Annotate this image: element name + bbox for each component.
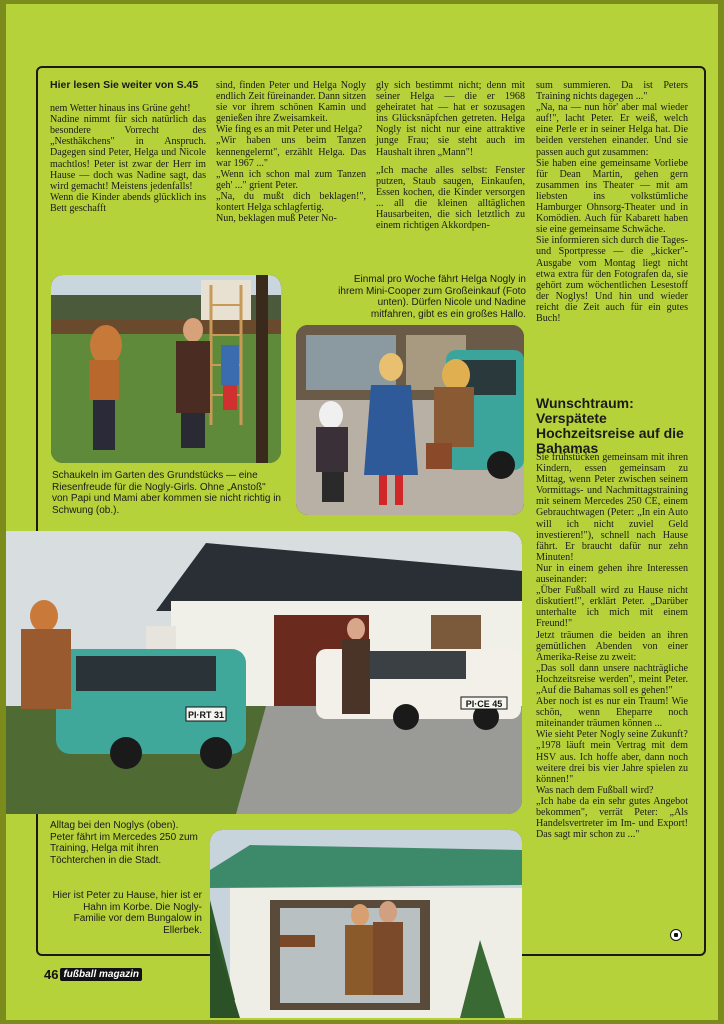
plate-mini: PI·RT 31: [187, 710, 225, 720]
continued-from-label: Hier lesen Sie weiter von S.45: [50, 79, 199, 91]
paragraph: „1978 läuft mein Vertrag mit dem HSV aus. Ich hoffe aber, dann noch weitere drei bis vier Jahre spielen zu können!": [536, 740, 688, 785]
paragraph: Sie frühstücken gemeinsam mit ihren Kindern, essen gemeinsam zu Mittag, wenn Peter zwischen seinem Vormittags- und Nachmittagstraining mit seinem Mercedes 250 CE, einem Gebrauchtwagen (Peter: „In ein Auto will ich nicht zuviel Geld investieren!"), schnell nach Hause fährt. Er braucht dafür nur zehn Minuten!: [536, 452, 688, 563]
photo-bungalow-cars: [6, 531, 522, 814]
photo-family-bungalow: [210, 830, 522, 1018]
article-column-2: [216, 80, 366, 224]
paragraph: „Wir haben uns beim Tanzen kennengelernt", erzählt Helga. Das war 1967 ...": [216, 135, 366, 169]
paragraph: „Na, na — nun hör' aber mal wieder auf!", lacht Peter. Er weiß, welch eine Perle er in seiner Helga hat. Die beiden verstehen einander. Und sie passen auch gut zusammen:: [536, 102, 688, 158]
paragraph: gly sich bestimmt nicht; denn mit seiner Helga — die er 1968 geheiratet hat — hat er sozusagen ins Glücksnäpfchen getreten. Helga Nogly ist nicht nur eine attraktive junge Frau; sie steht auch im Haushalt ihren „Mann"!: [376, 80, 525, 158]
paragraph: Sie haben eine gemeinsame Vorliebe für Dean Martin, gehen gern zusammen ins Theater — mit am liebsten ins volkstümliche Hamburger Ohnsorg-Theater und in Komödien. Auch für Kabarett haben sie eine gemeinsame Schwäche.: [536, 157, 688, 236]
paragraph: Aber noch ist es nur ein Traum! Wie schön, wenn Eheparre noch miteinander träumen können ...: [536, 696, 688, 730]
paragraph: Wie sieht Peter Nogly seine Zukunft?: [536, 729, 688, 741]
section-heading: Wunschtraum: Verspätete Hochzeitsreise auf die Bahamas: [536, 395, 684, 456]
paragraph: Wenn die Kinder abends glücklich ins Bett geschafft: [50, 191, 206, 214]
paragraph: Sie informieren sich durch die Tages- und Sportpresse — die „kicker"-Ausgabe vom Montag liegt nicht etwa extra für den Fotografen da, sie gehört zum wöchentlichen Lesestoff der Noglys! Und hin und wieder reicht die Zeit auch für ein gutes Buch!: [536, 235, 688, 324]
paragraph: „Das soll dann unsere nachträgliche Hochzeitsreise werden", meint Peter. „Auf die Bahamas soll es gehen!": [536, 662, 688, 696]
article-column-3: [376, 80, 525, 231]
paragraph: Nur in einem gehen ihre Interessen auseinander:: [536, 562, 688, 586]
paragraph: „Wenn ich schon mal zum Tanzen geh' ..." grient Peter.: [216, 168, 366, 191]
end-mark-ball-icon: [670, 929, 682, 941]
article-column-4: [536, 80, 688, 324]
paragraph: Wie fing es an mit Peter und Helga?: [216, 124, 363, 136]
plate-merc: PI·CE 45: [465, 699, 503, 709]
paragraph: sind, finden Peter und Helga Nogly endlich Zeit füreinander. Dann sitzen sie vor ihrem schönen Kamin und genießen ihre Zweisamkeit.: [216, 80, 366, 125]
caption-swing: Schaukeln im Garten des Grundstücks — eine Riesenfreude für die Nogly-Girls. Ohne „Anstoß" von Papi und Mami aber kommen sie nicht richtig in Schwung (ob.).: [52, 470, 281, 516]
paragraph: Was nach dem Fußball wird?: [536, 784, 654, 796]
paragraph: „Na, du mußt dich beklagen!", kontert Helga schlagfertig.: [216, 190, 366, 214]
paragraph: sum summieren. Da ist Peters Training nichts dagegen ...": [536, 80, 688, 103]
paragraph: „Ich habe da ein sehr gutes Angebot bekommen", verrät Peter: „Als Handelsvertreter im Im- und Export! Das sagt mir schon zu ...": [536, 795, 688, 841]
magazine-logo: fußball magazin: [60, 968, 142, 981]
photo-swing-garden: [51, 275, 281, 463]
paragraph: „Über Fußball wird zu Hause nicht diskutiert!", erklärt Peter. „Darüber unterhalte ich mich mit einem Freund!": [536, 585, 688, 630]
paragraph: „Ich mache alles selbst: Fenster putzen, Staub saugen, Einkaufen, Essen kochen, die Kinder versorgen ... all die kleinen alltäglichen Hausarbeiten, die sich letztlich zu einem richtigen Akkordpen-: [376, 164, 525, 232]
paragraph: nem Wetter hinaus ins Grüne geht!: [50, 103, 191, 115]
caption-home: Hier ist Peter zu Hause, hier ist er Hahn im Korbe. Die Nogly-Familie vor dem Bungalow in Ellerbek.: [52, 890, 202, 936]
caption-daily: Alltag bei den Noglys (oben). Peter fährt im Mercedes 250 zum Training, Helga mit ihren Töchterchen in die Stadt.: [50, 820, 198, 866]
article-column-1: [50, 80, 206, 214]
paragraph: Nun, beklagen muß Peter No-: [216, 213, 337, 225]
page-number: 46: [44, 966, 59, 982]
paragraph: Nadine nimmt für sich natürlich das besondere Vorrecht des „Nesthäkchens" in Anspruch. Dagegen sind Peter, Helga und Nicole machtlos! Peter ist zwar der Herr im Hause — doch was Nadine sagt, das wird gemacht! Meistens jedenfalls!: [50, 114, 206, 192]
photo-shopping-mini: [296, 325, 524, 515]
paragraph: Jetzt träumen die beiden an ihren gemütlichen Abenden von einer Amerika-Reise zu zweit:: [536, 629, 688, 663]
caption-shopping: Einmal pro Woche fährt Helga Nogly in ihrem Mini-Cooper zum Großeinkauf (Foto unten). Dürfen Nicole und Nadine mitfahren, gibt es ein großes Hallo.: [338, 274, 526, 320]
article-column-5: [536, 452, 688, 840]
page-footer: [44, 966, 142, 982]
